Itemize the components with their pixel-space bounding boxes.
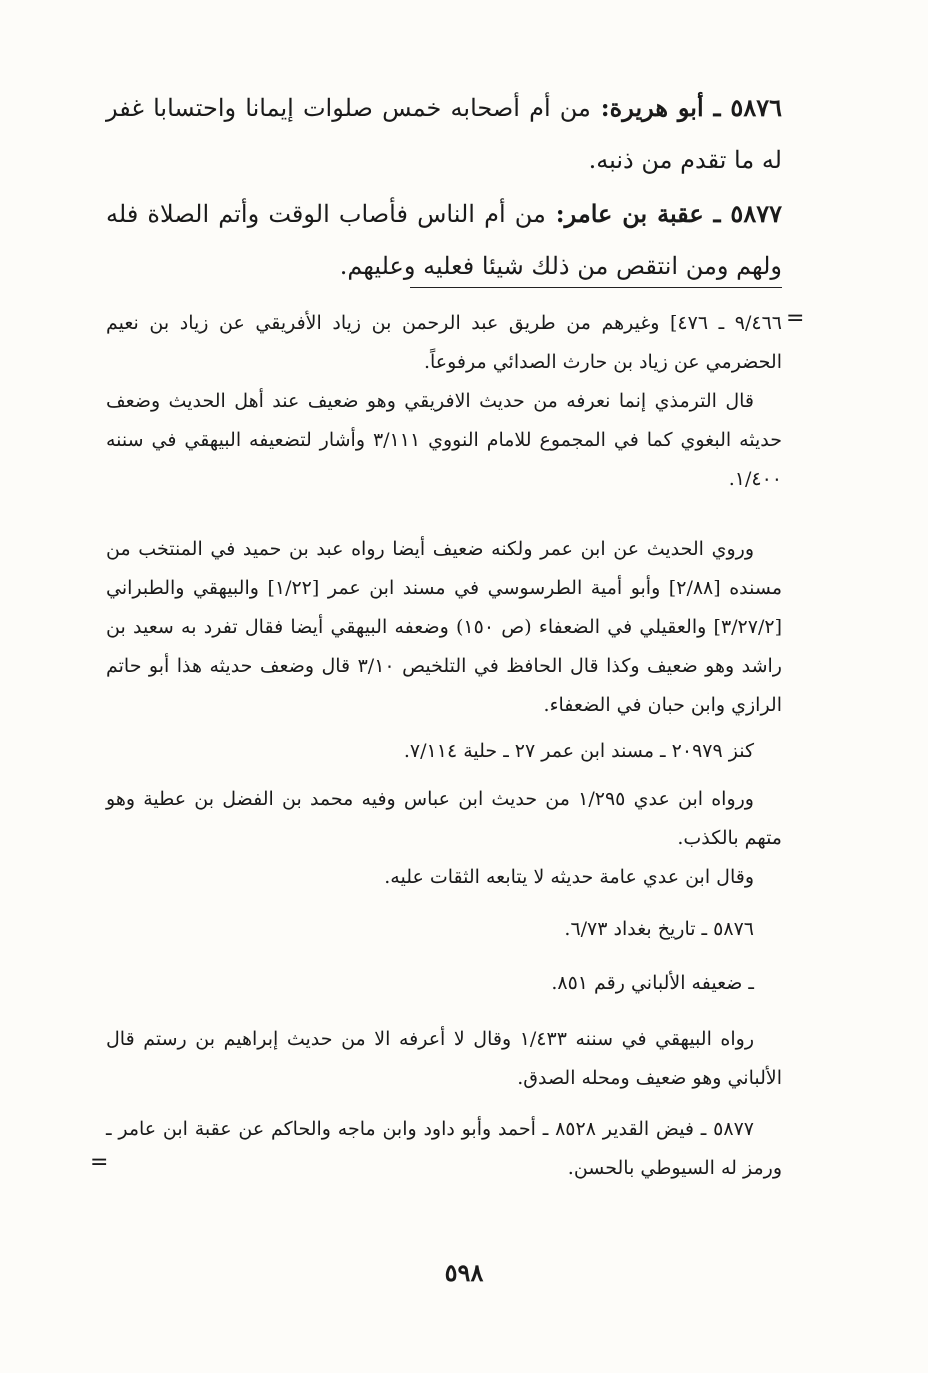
footnote-divider — [410, 287, 782, 288]
end-continuation-mark: = — [90, 1150, 109, 1175]
hadith-5876 — [106, 82, 782, 186]
dash: ـ — [703, 199, 721, 228]
note-paragraph-8: ـ ضعيفه الألباني رقم ٨٥١. — [551, 972, 754, 994]
hadith-number: ٥٨٧٦ — [730, 93, 782, 122]
note-paragraph-10: ٥٨٧٧ ـ فيض القدير ٨٥٢٨ ـ أحمد وأبو داود وابن ماجه والحاكم عن عقبة ابن عامر ـ ورمز له السيوطي بالحسن. — [106, 1118, 782, 1179]
note-paragraph-6: وقال ابن عدي عامة حديثه لا يتابعه الثقات عليه. — [384, 866, 754, 888]
page-number: ٥٩٨ — [444, 1258, 484, 1287]
note-paragraph-7: ٥٨٧٦ ـ تاريخ بغداد ٦/٧٣. — [564, 918, 754, 940]
continuation-mark: = — [786, 306, 805, 331]
note-paragraph-5: ورواه ابن عدي ١/٢٩٥ من حديث ابن عباس وفيه محمد بن الفضل بن عطية وهو متهم بالكذب. — [106, 788, 782, 849]
dash: ـ — [703, 93, 721, 122]
hadith-narrator: عقبة بن عامر: — [555, 199, 704, 228]
note-paragraph-2: قال الترمذي إنما نعرفه من حديث الافريقي وهو ضعيف عند أهل الحديث وضعف حديثه البغوي كما في المجموع للامام النووي ٣/١١١ وأشار لتضعيفه البيهقي في سننه ١/٤٠٠. — [106, 390, 782, 490]
hadith-text: من أم أصحابه خمس صلوات إيمانا واحتسابا غفر له ما تقدم من ذنبه. — [106, 94, 782, 174]
note-paragraph-1: ٩/٤٦٦ ـ ٤٧٦] وغيرهم من طريق عبد الرحمن بن زياد الأفريقي عن زياد بن نعيم الحضرمي عن زياد بن حارث الصدائي مرفوعاً. — [106, 312, 782, 373]
hadith-narrator: أبو هريرة: — [600, 93, 704, 122]
note-paragraph-3: وروي الحديث عن ابن عمر ولكنه ضعيف أيضا رواه عبد بن حميد في المنتخب من مسنده [٢/٨٨] وأبو أمية الطرسوسي في مسند ابن عمر [١/٢٢] والبيهقي والطبراني [٣/٢٧/٢] والعقيلي في الضعفاء (ص ١٥٠) وضعفه البيهقي أيضا فقال تفرد به سعيد بن راشد وهو ضعيف وكذا قال الحافظ في التلخيص ٣/١٠ قال وضعف حديثه هذا أبو حاتم الرازي وابن حبان في الضعفاء. — [106, 538, 783, 716]
hadith-5877 — [106, 188, 782, 292]
note-paragraph-9: رواه البيهقي في سننه ١/٤٣٣ وقال لا أعرفه الا من حديث إبراهيم بن رستم قال الألباني وهو ضعيف ومحله الصدق. — [106, 1028, 782, 1089]
hadith-number: ٥٨٧٧ — [730, 199, 782, 228]
note-paragraph-4: كنز ٢٠٩٧٩ ـ مسند ابن عمر ٢٧ ـ حلية ٧/١١٤. — [403, 740, 754, 762]
hadith-text: من أم الناس فأصاب الوقت وأتم الصلاة فله ولهم ومن انتقص من ذلك شيئا فعليه وعليهم. — [106, 200, 782, 280]
